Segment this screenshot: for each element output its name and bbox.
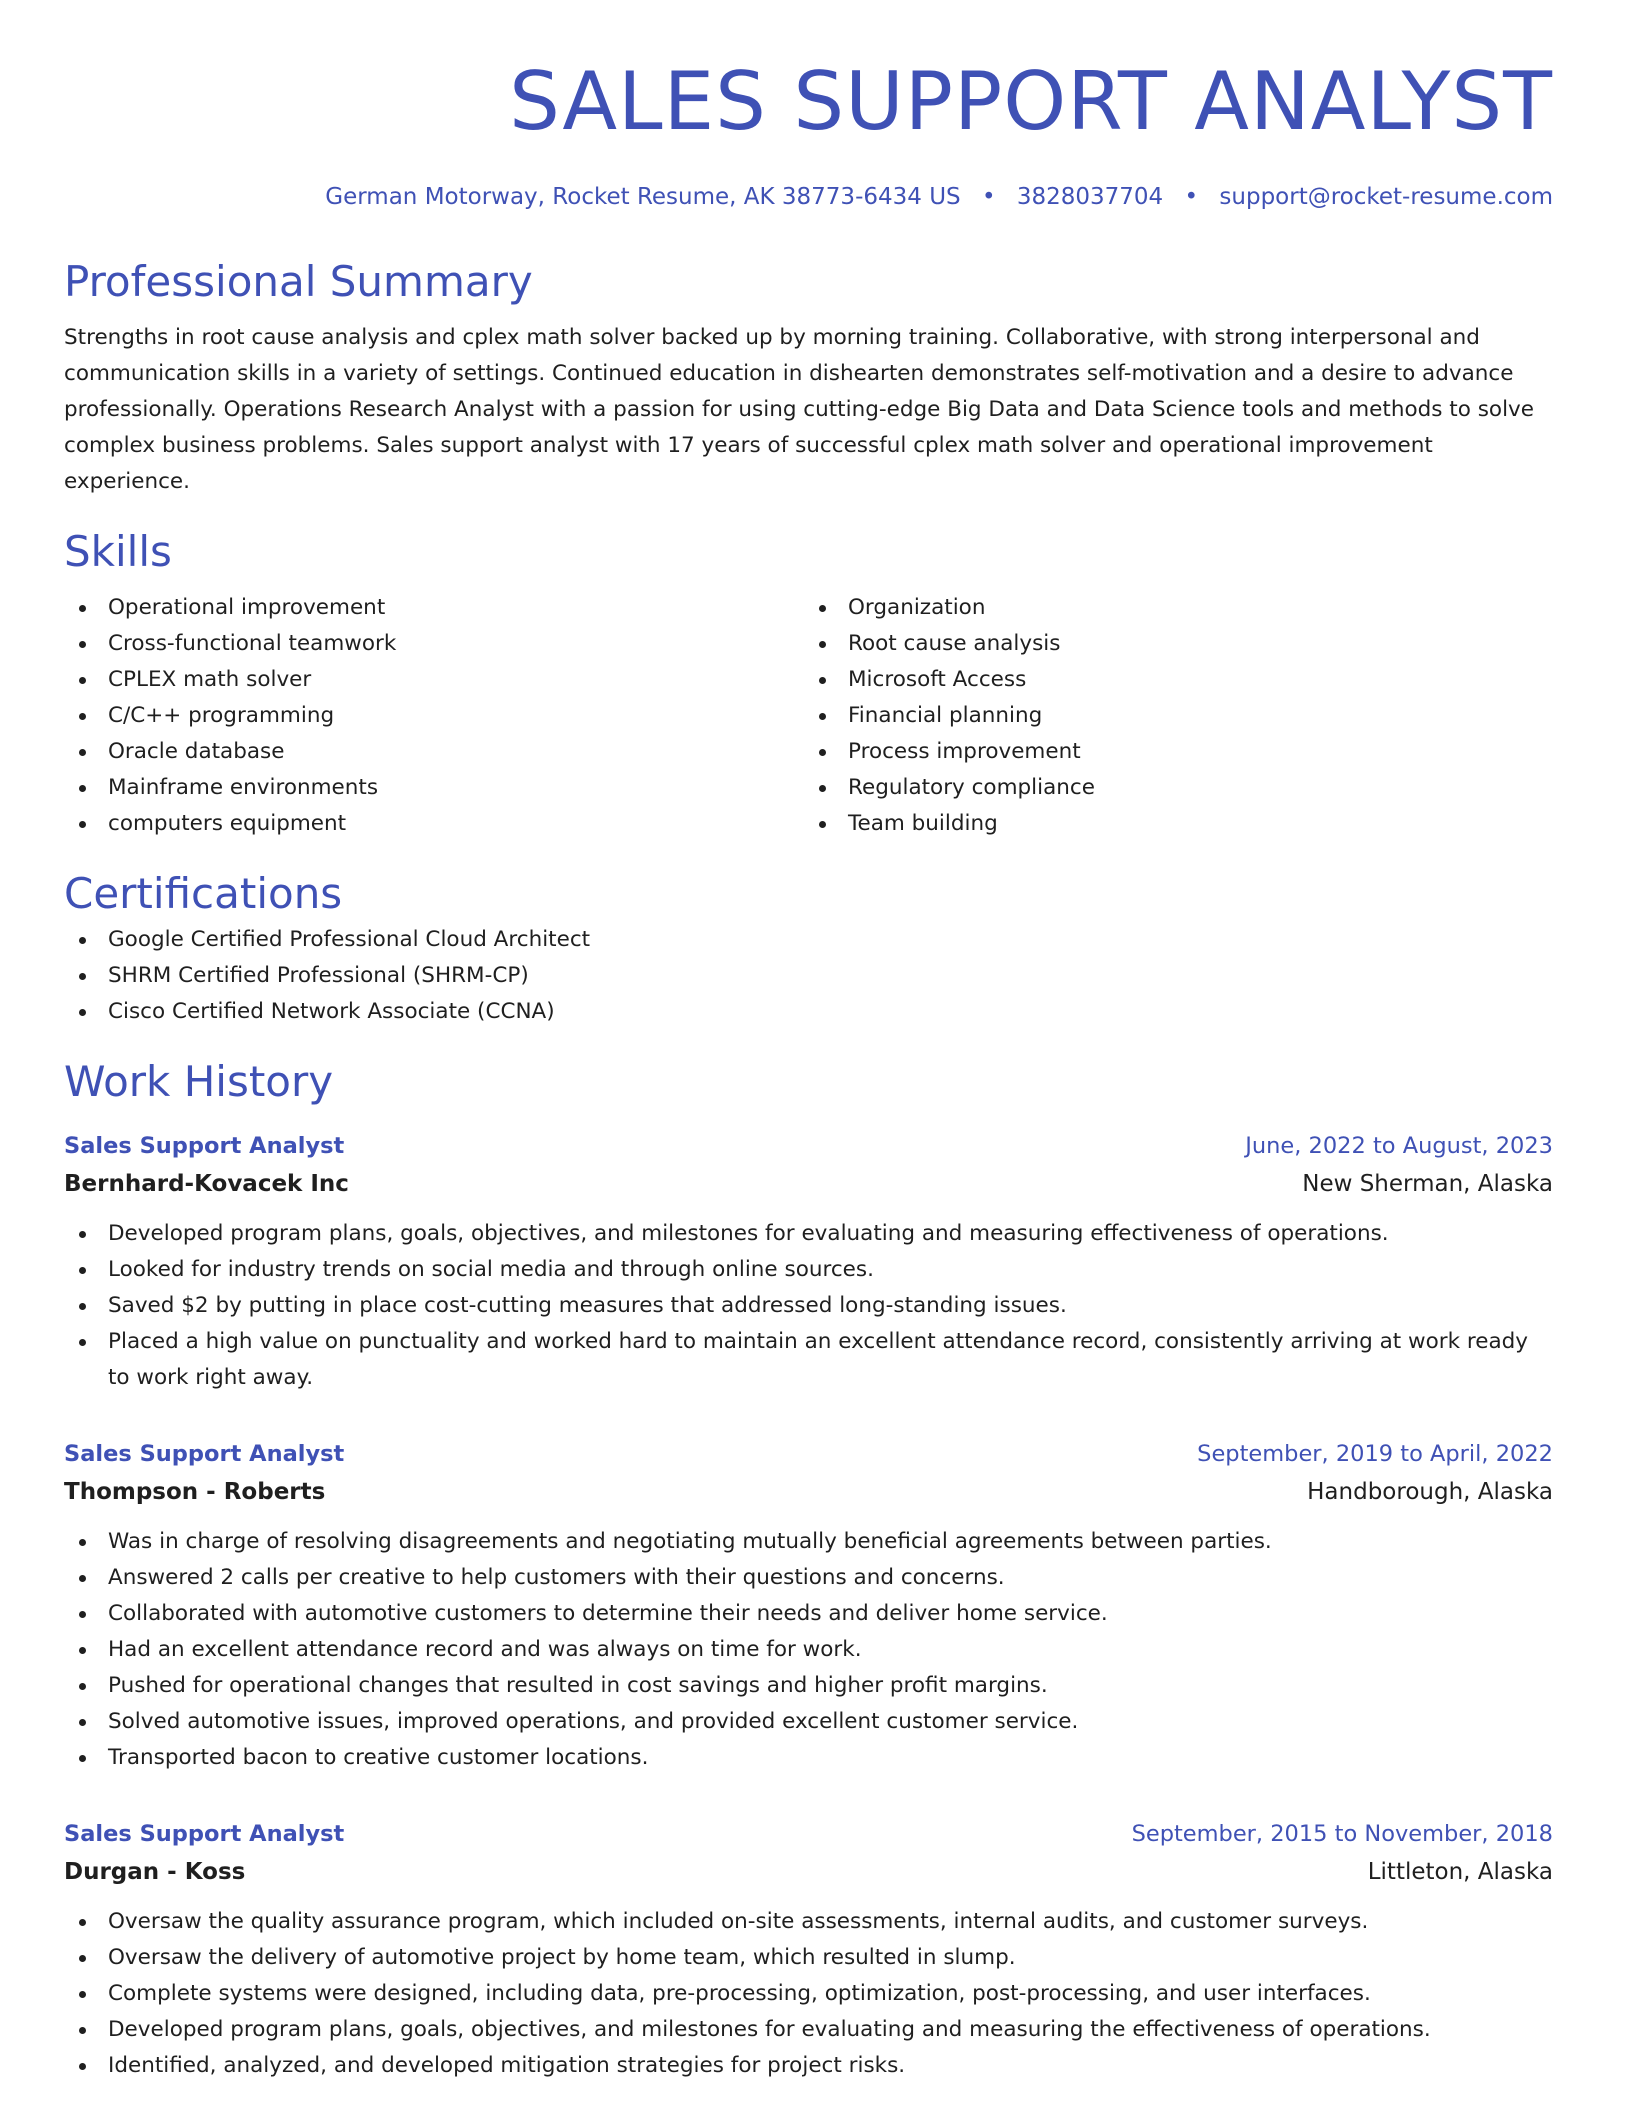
bullet-dot <box>79 1267 86 1274</box>
job-bullet-text: Identified, analyzed, and developed mitigation strategies for project risks. <box>108 2053 906 2078</box>
list-item <box>64 1904 1553 1940</box>
bullet-dot <box>819 677 826 684</box>
bullet-dot <box>79 605 86 612</box>
list-item <box>804 734 1544 770</box>
job-header-row <box>64 1128 1553 1164</box>
bullet-dot <box>79 1611 86 1618</box>
list-item <box>64 806 804 842</box>
bullet-dot <box>79 1683 86 1690</box>
job-company-row <box>64 1472 1553 1512</box>
skill-item: C/C++ programming <box>108 703 335 728</box>
bullet-dot <box>79 1991 86 1998</box>
job-bullet-text: Placed a high value on punctuality and worked hard to maintain an excellent attendance record, consistently arriving at work ready to work right away. <box>108 1329 1529 1390</box>
skill-item: Microsoft Access <box>848 667 1027 692</box>
job-dates: June, 2022 to August, 2023 <box>1245 1133 1553 1159</box>
list-item <box>64 922 1553 958</box>
job-bullets <box>64 1904 1553 2084</box>
job-bullet-text: Solved automotive issues, improved operations, and provided excellent customer service. <box>108 1709 1079 1734</box>
bullet-dot <box>79 1919 86 1926</box>
job-company-row <box>64 1164 1553 1204</box>
job-entry <box>64 1128 1553 1396</box>
list-item <box>64 1668 1553 1704</box>
list-item <box>804 770 1544 806</box>
skill-item: Process improvement <box>848 739 1081 764</box>
list-item <box>64 1524 1553 1560</box>
bullet-dot <box>79 1539 86 1546</box>
bullet-dot <box>79 749 86 756</box>
skill-item: Mainframe environments <box>108 775 379 800</box>
bullet-dot <box>79 1755 86 1762</box>
list-item <box>64 1560 1553 1596</box>
phone-text: 3828037704 <box>1016 184 1164 210</box>
skills-list-left <box>64 590 804 842</box>
list-item <box>64 1324 1553 1396</box>
list-item <box>64 1288 1553 1324</box>
list-item <box>64 994 1553 1030</box>
email-link[interactable]: support@rocket-resume.com <box>1219 184 1553 210</box>
certification-item: Cisco Certified Network Associate (CCNA) <box>108 999 555 1024</box>
job-bullet-text: Transported bacon to creative customer locations. <box>108 1745 649 1770</box>
list-item <box>64 770 804 806</box>
bullet-dot <box>79 785 86 792</box>
list-item <box>64 1940 1553 1976</box>
summary-text: Strengths in root cause analysis and cplex math solver backed up by morning training. Collaborative, with strong interpersonal and communication skills in a variety of settings. Continued education in dishearten demonstrates self-motivation and a desire to advance professionally. Operations Research Analyst with a passion for using cutting-edge Big Data and Data Science tools and methods to solve complex business problems. Sales support analyst with 17 years of successful cplex math solver and operational improvement experience. <box>64 325 1534 494</box>
job-company-row <box>64 1852 1553 1892</box>
job-bullet-text: Had an excellent attendance record and was always on time for work. <box>108 1637 862 1662</box>
list-item <box>804 662 1544 698</box>
list-item <box>804 626 1544 662</box>
contact-line <box>64 182 1553 212</box>
job-header-row <box>64 1436 1553 1472</box>
section-title-work-history: Work History <box>64 1057 334 1106</box>
bullet-dot <box>79 937 86 944</box>
section-title-summary: Professional Summary <box>64 257 533 306</box>
list-item <box>64 1596 1553 1632</box>
list-item <box>64 1976 1553 2012</box>
bullet-dot <box>79 1955 86 1962</box>
bullet-dot <box>79 1339 86 1346</box>
job-bullets <box>64 1524 1553 1776</box>
job-entry <box>64 1816 1553 2084</box>
bullet-dot <box>819 749 826 756</box>
job-bullet-text: Oversaw the delivery of automotive project by home team, which resulted in slump. <box>108 1945 1016 1970</box>
list-item <box>64 626 804 662</box>
bullet-dot <box>819 641 826 648</box>
job-title: Sales Support Analyst <box>64 1821 345 1847</box>
skill-item: Oracle database <box>108 739 285 764</box>
list-item <box>64 2012 1553 2048</box>
separator-dot: • <box>981 184 996 210</box>
bullet-dot <box>79 1231 86 1238</box>
skill-item: Organization <box>848 595 986 620</box>
bullet-dot <box>79 677 86 684</box>
certification-item: Google Certified Professional Cloud Architect <box>108 927 591 952</box>
list-item <box>64 1632 1553 1668</box>
job-location: Littleton, Alaska <box>1367 1859 1553 1885</box>
job-title: Sales Support Analyst <box>64 1133 345 1159</box>
skill-item: Regulatory compliance <box>848 775 1095 800</box>
job-title: Sales Support Analyst <box>64 1441 345 1467</box>
skills-list-right <box>804 590 1544 842</box>
bullet-dot <box>79 713 86 720</box>
job-bullet-text: Developed program plans, goals, objectives, and milestones for evaluating and measuring the effectiveness of operations. <box>108 2017 1431 2042</box>
skill-item: computers equipment <box>108 811 347 836</box>
job-bullet-text: Complete systems were designed, including data, pre-processing, optimization, post-processing, and user interfaces. <box>108 1981 1371 2006</box>
bullet-dot <box>79 2027 86 2034</box>
bullet-dot <box>79 1647 86 1654</box>
bullet-dot <box>79 641 86 648</box>
address-text: German Motorway, Rocket Resume, AK 38773-6434 US <box>325 184 961 210</box>
job-company: Thompson - Roberts <box>64 1479 326 1505</box>
job-bullet-text: Pushed for operational changes that resulted in cost savings and higher profit margins. <box>108 1673 1048 1698</box>
bullet-dot <box>79 2063 86 2070</box>
job-bullet-text: Developed program plans, goals, objectives, and milestones for evaluating and measuring effectiveness of operations. <box>108 1221 1389 1246</box>
job-bullet-text: Collaborated with automotive customers to determine their needs and deliver home service. <box>108 1601 1108 1626</box>
job-bullet-text: Looked for industry trends on social media and through online sources. <box>108 1257 874 1282</box>
list-item <box>64 1740 1553 1776</box>
certifications-list <box>64 922 1553 1030</box>
bullet-dot <box>79 973 86 980</box>
list-item <box>804 806 1544 842</box>
job-bullet-text: Oversaw the quality assurance program, which included on-site assessments, internal audits, and customer surveys. <box>108 1909 1369 1934</box>
skill-item: Cross-functional teamwork <box>108 631 397 656</box>
certification-item: SHRM Certified Professional (SHRM-CP) <box>108 963 529 988</box>
skill-item: Root cause analysis <box>848 631 1061 656</box>
skill-item: CPLEX math solver <box>108 667 312 692</box>
job-bullets <box>64 1216 1553 1396</box>
job-dates: September, 2019 to April, 2022 <box>1197 1441 1553 1467</box>
skills-column-right <box>804 590 1544 842</box>
list-item <box>64 958 1553 994</box>
skill-item: Operational improvement <box>108 595 386 620</box>
bullet-dot <box>819 821 826 828</box>
list-item <box>804 698 1544 734</box>
bullet-dot <box>79 1719 86 1726</box>
list-item <box>64 1252 1553 1288</box>
list-item <box>804 590 1544 626</box>
bullet-dot <box>79 1009 86 1016</box>
bullet-dot <box>79 1303 86 1310</box>
separator-dot: • <box>1184 184 1199 210</box>
job-bullet-text: Saved $2 by putting in place cost-cutting measures that addressed long-standing issues. <box>108 1293 1067 1318</box>
job-company: Bernhard-Kovacek Inc <box>64 1171 349 1197</box>
skill-item: Team building <box>848 811 998 836</box>
bullet-dot <box>819 713 826 720</box>
list-item <box>64 1216 1553 1252</box>
list-item <box>64 734 804 770</box>
candidate-title: SALES SUPPORT ANALYST <box>509 55 1553 148</box>
section-title-certifications: Certifications <box>64 869 343 918</box>
list-item <box>64 662 804 698</box>
list-item <box>64 1704 1553 1740</box>
bullet-dot <box>79 821 86 828</box>
job-entry <box>64 1436 1553 1776</box>
skills-column-left <box>64 590 804 842</box>
job-header-row <box>64 1816 1553 1852</box>
job-bullet-text: Answered 2 calls per creative to help customers with their questions and concerns. <box>108 1565 1005 1590</box>
resume-header <box>64 52 1553 212</box>
list-item <box>64 590 804 626</box>
bullet-dot <box>819 605 826 612</box>
list-item <box>64 698 804 734</box>
section-title-skills: Skills <box>64 527 172 576</box>
skills-columns <box>64 590 1553 842</box>
job-company: Durgan - Koss <box>64 1859 246 1885</box>
job-bullet-text: Was in charge of resolving disagreements and negotiating mutually beneficial agreements between parties. <box>108 1529 1272 1554</box>
bullet-dot <box>819 785 826 792</box>
job-dates: September, 2015 to November, 2018 <box>1131 1821 1553 1847</box>
job-location: Handborough, Alaska <box>1307 1479 1553 1505</box>
skill-item: Financial planning <box>848 703 1043 728</box>
job-location: New Sherman, Alaska <box>1302 1171 1553 1197</box>
list-item <box>64 2048 1553 2084</box>
bullet-dot <box>79 1575 86 1582</box>
